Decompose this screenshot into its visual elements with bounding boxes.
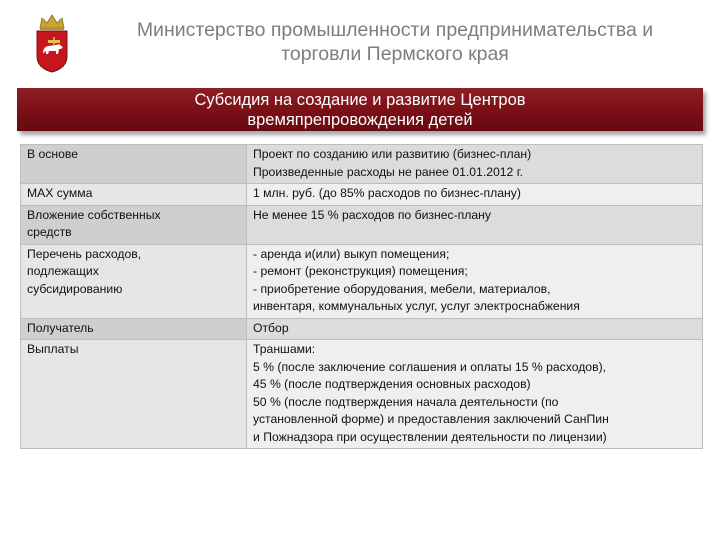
row-label-cell	[21, 145, 247, 184]
row-value-text: 5 % (после заключение соглашения и оплаты 15 % расходов),	[253, 359, 607, 374]
perm-krai-coat-of-arms-icon	[34, 12, 70, 74]
row-label-text: Перечень расходов,	[27, 246, 142, 261]
row-label-cell	[21, 205, 247, 244]
row-value-text: - ремонт (реконструкция) помещения;	[253, 264, 468, 278]
banner-title-line-2: времяпрепровождения детей	[247, 110, 473, 129]
row-label-text: средств	[27, 225, 72, 239]
table-row	[21, 318, 703, 340]
row-value-text: Произведенные расходы не ранее 01.01.2012 г.	[253, 164, 524, 179]
row-value-text: Отбор	[253, 320, 289, 335]
row-label-cell	[21, 244, 247, 318]
table-row	[21, 340, 703, 449]
row-label-cell	[21, 318, 247, 340]
section-banner	[17, 88, 703, 131]
row-label-text: Получатель	[27, 320, 94, 335]
row-value-text: и Пожнадзора при осуществлении деятельности по лицензии)	[253, 429, 607, 444]
row-label-text: Вложение собственных	[27, 207, 161, 222]
row-label-text: В основе	[27, 147, 79, 161]
row-value-cell	[247, 340, 703, 449]
row-label-text: субсидированию	[27, 281, 123, 296]
table-row	[21, 184, 703, 206]
row-value-cell	[247, 205, 703, 244]
row-value-text: - приобретение оборудования, мебели, материалов,	[253, 281, 551, 296]
row-value-text: - аренда и(или) выкуп помещения;	[253, 246, 450, 261]
row-label-cell	[21, 340, 247, 449]
row-label-text: MAX сумма	[27, 186, 93, 200]
row-label-text: Выплаты	[27, 342, 79, 356]
page-title-line-2: торговли Пермского края	[281, 43, 509, 65]
table-row	[21, 205, 703, 244]
row-value-text: Проект по созданию или развитию (бизнес-план)	[253, 147, 532, 161]
row-value-text: Траншами:	[253, 342, 316, 356]
row-value-text: инвентаря, коммунальных услуг, услуг электроснабжения	[253, 299, 580, 313]
table-row	[21, 145, 703, 184]
row-label-cell	[21, 184, 247, 206]
row-value-cell	[247, 244, 703, 318]
row-value-text: установленной форме) и предоставления заключений СанПин	[253, 412, 609, 426]
row-value-cell	[247, 318, 703, 340]
page-title	[95, 18, 695, 66]
row-value-text: 45 % (после подтверждения основных расходов)	[253, 377, 531, 391]
page-title-line-1: Министерство промышленности предпринимательства и	[136, 19, 654, 41]
row-label-text: подлежащих	[27, 264, 99, 278]
subsidy-conditions-table	[20, 144, 703, 449]
banner-title-line-1: Субсидия на создание и развитие Центров	[194, 91, 526, 109]
table-row	[21, 244, 703, 318]
row-value-text: 1 млн. руб. (до 85% расходов по бизнес-плану)	[253, 186, 521, 200]
row-value-text: Не менее 15 % расходов по бизнес-плану	[253, 207, 491, 222]
row-value-cell	[247, 184, 703, 206]
row-value-cell	[247, 145, 703, 184]
row-value-text: 50 % (после подтверждения начала деятельности (по	[253, 394, 559, 409]
